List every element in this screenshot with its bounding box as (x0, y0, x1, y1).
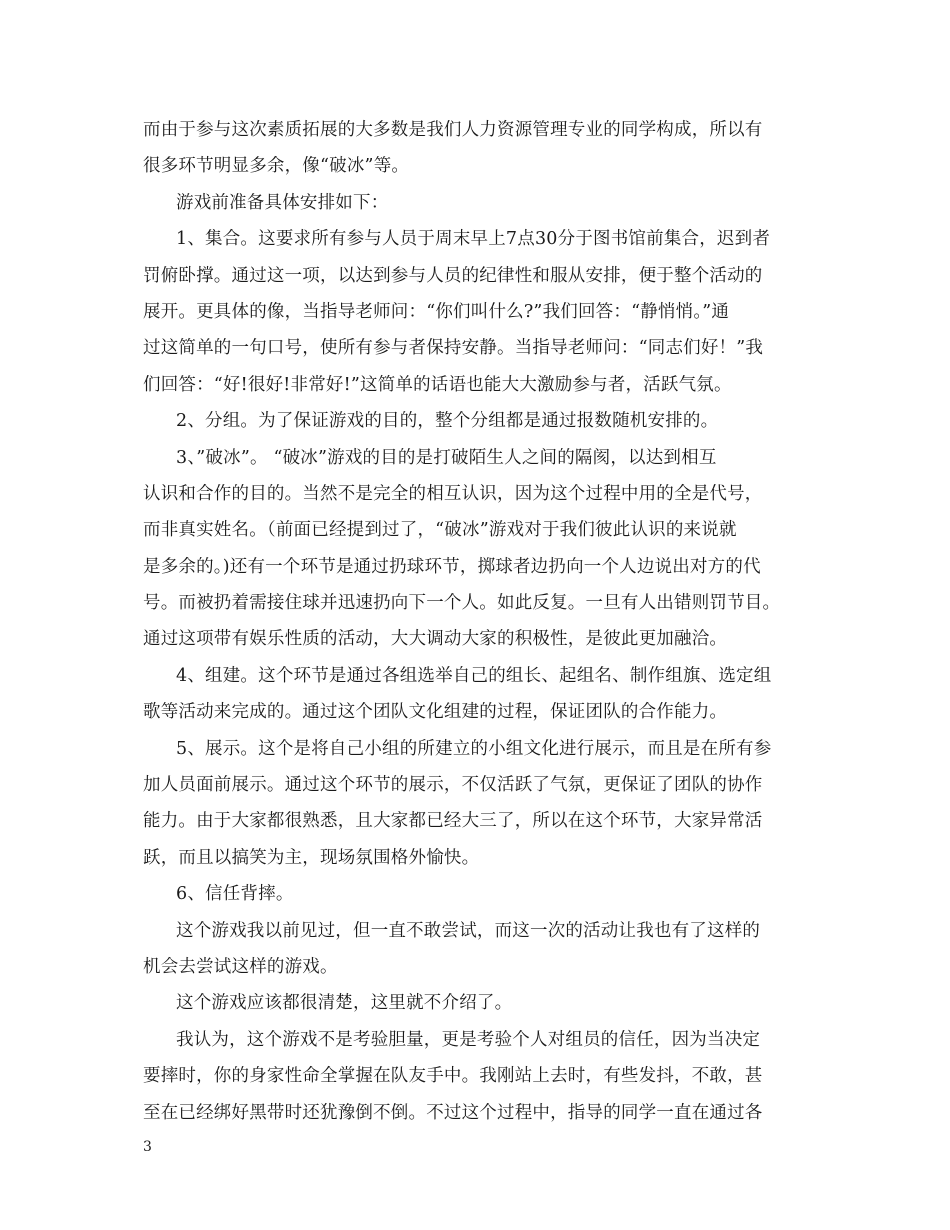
text-line: 们回答：“好!很好!非常好!”这简单的话语也能大大激励参与者，活跃气氛。 (143, 374, 732, 395)
text-line: 5、展示。这个是将自己小组的所建立的小组文化进行展示，而且是在所有参 (176, 738, 772, 759)
text-line: 而非真实姓名。（前面已经提到过了，“破冰”游戏对于我们彼此认识的来说就 (143, 520, 737, 541)
text-line: 4、组建。这个环节是通过各组选举自己的组长、起组名、制作组旗、选定组 (176, 665, 772, 686)
text-line: 歌等活动来完成的。通过这个团队文化组建的过程，保证团队的合作能力。 (143, 702, 728, 723)
text-line: 跃，而且以搞笑为主，现场氛围格外愉快。 (143, 847, 480, 868)
text-line: 能力。由于大家都很熟悉，且大家都已经大三了，所以在这个环节，大家异常活 (143, 811, 763, 832)
text-line: 号。而被扔着需接住球并迅速扔向下一个人。如此反复。一旦有人出错则罚节目。 (143, 593, 781, 614)
text-line: 认识和合作的目的。当然不是完全的相互认识，因为这个过程中用的全是代号， (143, 483, 763, 504)
text-line: 3、”破冰”。 “破冰”游戏的目的是打破陌生人之间的隔阂，以达到相互 (176, 447, 717, 468)
text-line: 这个游戏我以前见过，但一直不敢尝试，而这一次的活动让我也有了这样的 (176, 920, 761, 941)
text-line: 而由于参与这次素质拓展的大多数是我们人力资源管理专业的同学构成，所以有 (143, 120, 763, 140)
text-line: 加人员面前展示。通过这个环节的展示，不仅活跃了气氛，更保证了团队的协作 (143, 775, 763, 796)
text-line: 要摔时，你的身家性命全掌握在队友手中。我刚站上去时，有些发抖，不敢，甚 (143, 1066, 763, 1087)
text-line: 我认为，这个游戏不是考验胆量，更是考验个人对组员的信任，因为当决定 (176, 1029, 761, 1050)
text-line: 很多环节明显多余，像“破冰”等。 (143, 156, 410, 177)
text-line: 6、信任背摔。 (176, 884, 294, 905)
page-number: 3 (143, 1139, 152, 1155)
text-line: 通过这项带有娱乐性质的活动，大大调动大家的积极性，是彼此更加融洽。 (143, 629, 728, 650)
text-line: 是多余的。)还有一个环节是通过扔球环节，掷球者边扔向一个人边说出对方的代 (143, 556, 761, 577)
text-line: 游戏前准备具体安排如下： (176, 192, 389, 213)
text-line: 至在已经绑好黑带时还犹豫倒不倒。不过这个过程中，指导的同学一直在通过各 (143, 1102, 763, 1123)
text-line: 1、集合。这要求所有参与人员于周末早上7点30分于图书馆前集合，迟到者 (176, 229, 771, 250)
text-line: 过这简单的一句口号，使所有参与者保持安静。当指导老师问：“同志们好！”我 (143, 338, 764, 359)
text-line: 展开。更具体的像，当指导老师问：“你们叫什么?”我们回答：“静悄悄。”通 (143, 301, 730, 322)
body-text (143, 112, 823, 1131)
text-line: 罚俯卧撑。通过这一项，以达到参与人员的纪律性和服从安排，便于整个活动的 (143, 265, 763, 286)
text-line: 机会去尝试这样的游戏。 (143, 956, 338, 977)
text-line: 这个游戏应该都很清楚，这里就不介绍了。 (176, 993, 513, 1014)
text-line: 2、分组。为了保证游戏的目的，整个分组都是通过报数随机安排的。 (176, 411, 719, 432)
